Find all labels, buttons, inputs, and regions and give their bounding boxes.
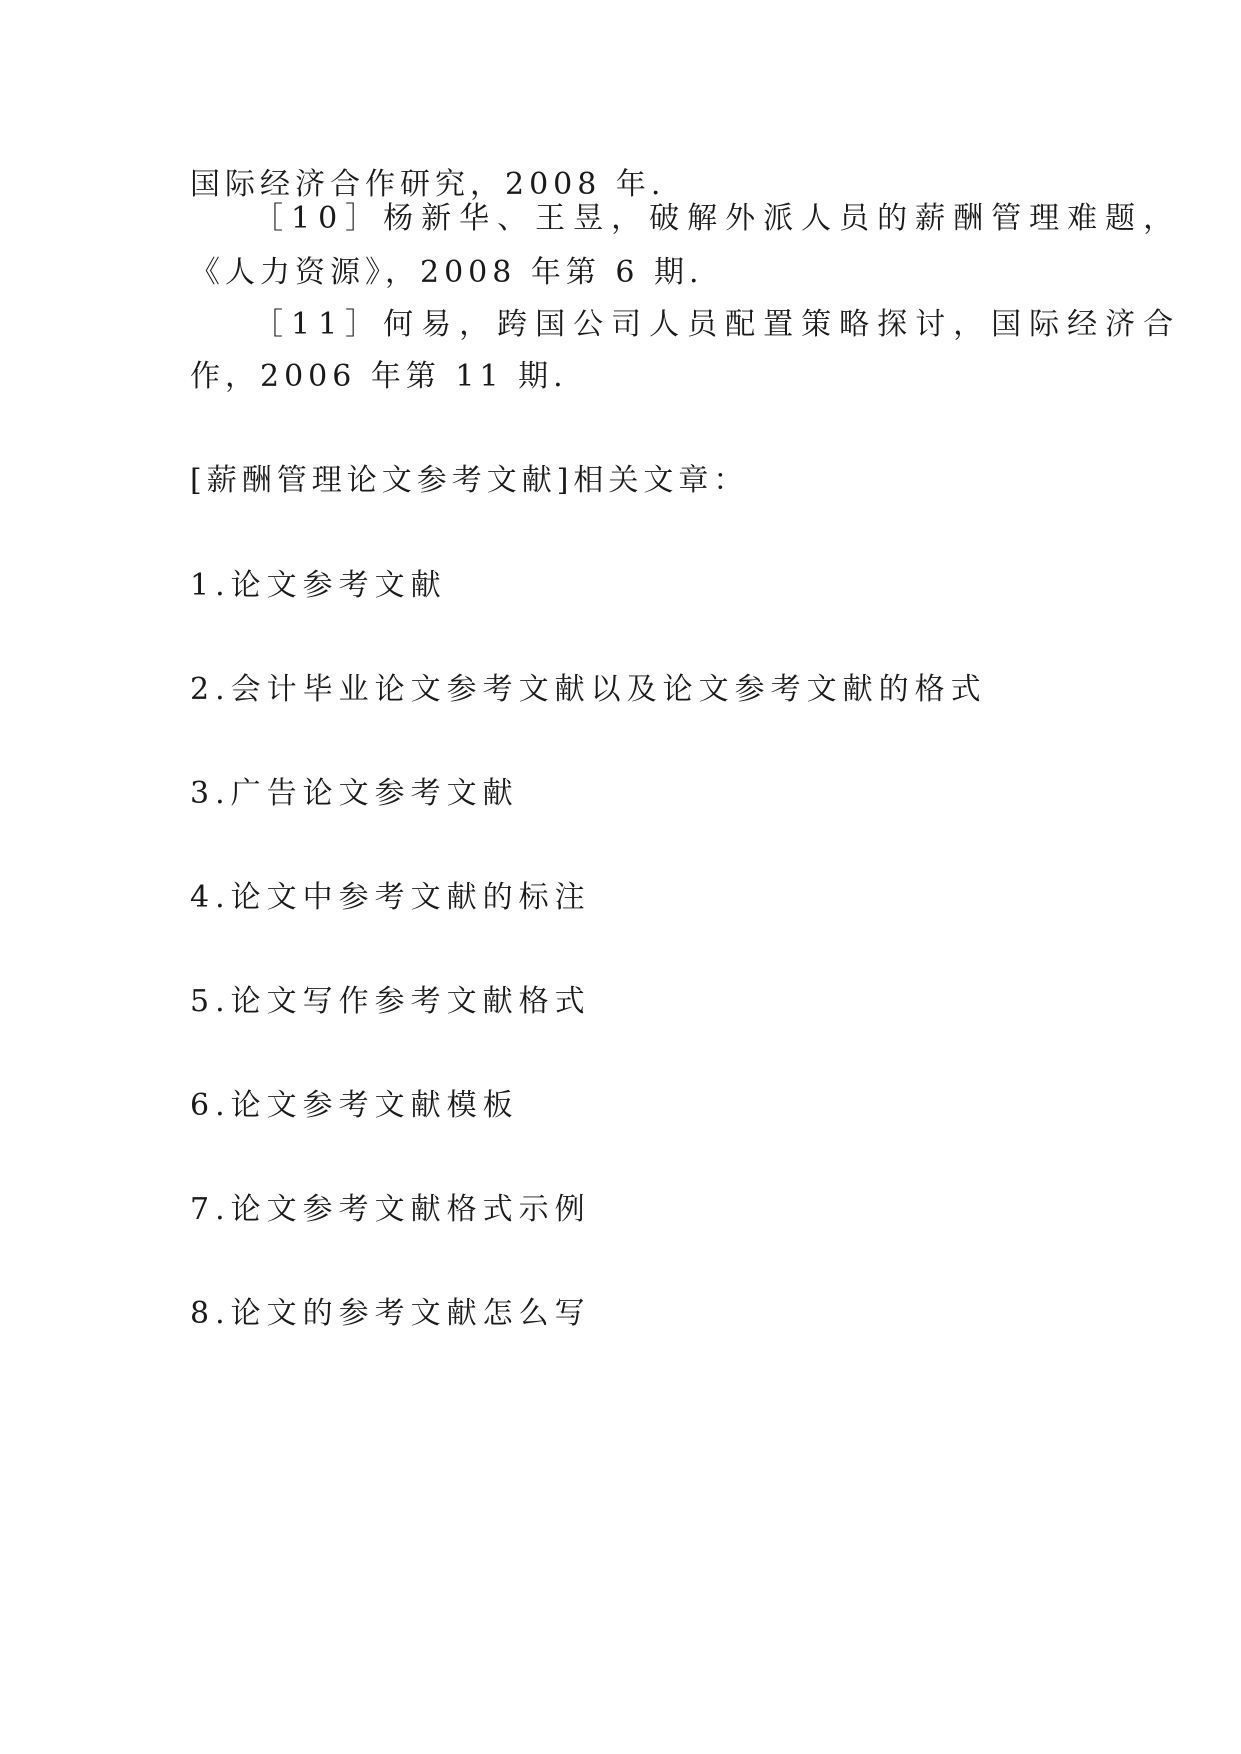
related-article-link[interactable]: 8.论文的参考文献怎么写 xyxy=(190,1296,591,1331)
reference-continuation: 国际经济合作研究，2008 年. xyxy=(190,167,666,202)
related-article-link[interactable]: 6.论文参考文献模板 xyxy=(190,1088,519,1123)
related-article-link[interactable]: 1.论文参考文献 xyxy=(190,568,447,603)
related-article-link[interactable]: 2.会计毕业论文参考文献以及论文参考文献的格式 xyxy=(190,672,987,707)
related-article-link[interactable]: 7.论文参考文献格式示例 xyxy=(190,1192,591,1227)
reference-10-line-2: 《人力资源》，2008 年第 6 期. xyxy=(190,255,704,290)
reference-11-line-2: 作，2006 年第 11 期. xyxy=(190,359,568,394)
related-article-link[interactable]: 4.论文中参考文献的标注 xyxy=(190,880,591,915)
related-articles-heading: [薪酬管理论文参考文献]相关文章： xyxy=(190,463,749,498)
reference-10-line-1: ［10］杨新华、王昱，破解外派人员的薪酬管理难题， xyxy=(253,201,1182,236)
reference-11-line-1: ［11］何易，跨国公司人员配置策略探讨，国际经济合 xyxy=(253,307,1182,342)
related-article-link[interactable]: 3.广告论文参考文献 xyxy=(190,776,519,811)
related-article-link[interactable]: 5.论文写作参考文献格式 xyxy=(190,984,591,1019)
